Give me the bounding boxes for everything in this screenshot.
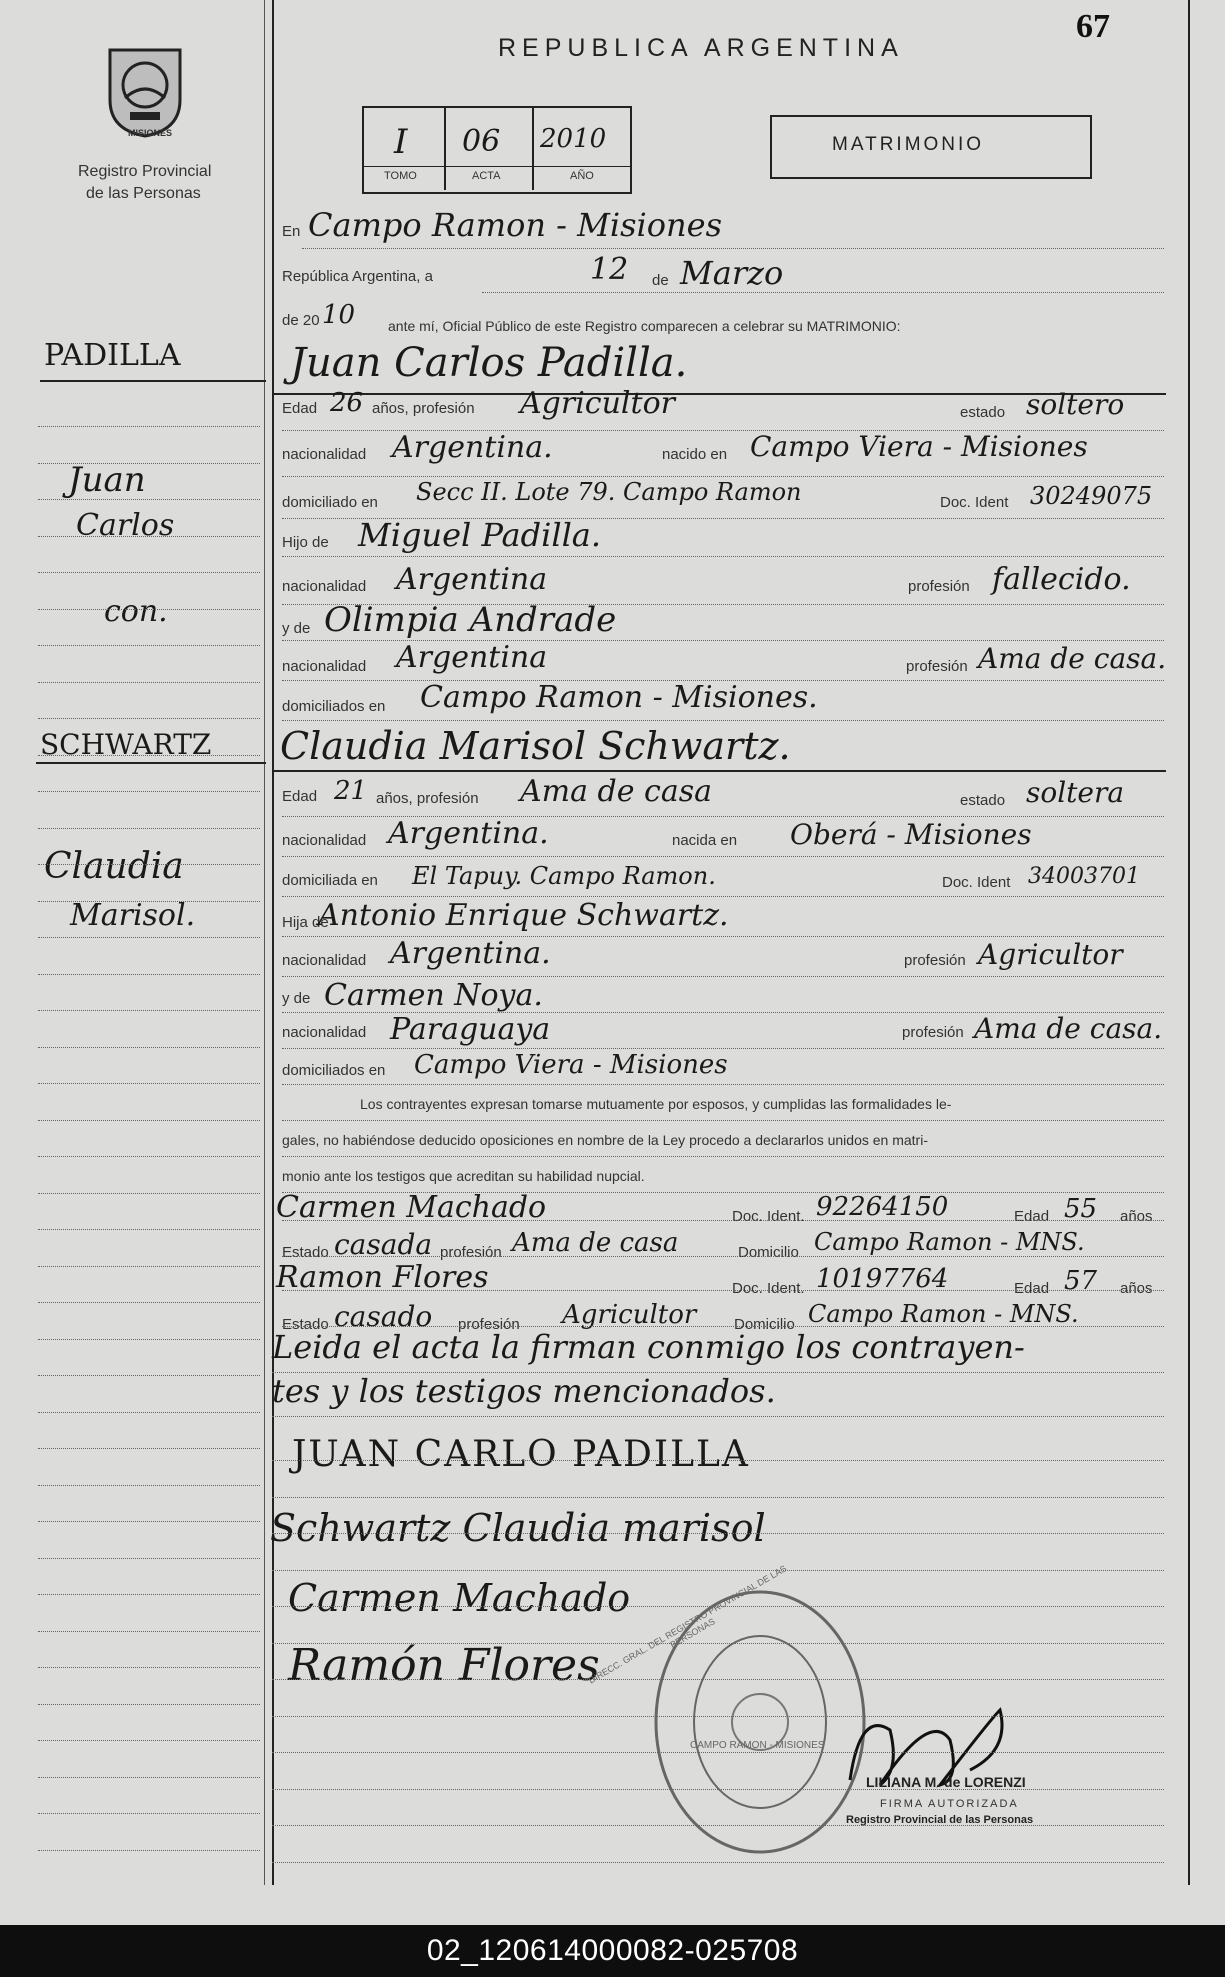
- ruled-line: [38, 1777, 260, 1778]
- ruled-line: [38, 828, 260, 829]
- ruled-line: [282, 856, 1164, 857]
- label-y-de: y de: [282, 990, 311, 1007]
- ruled-line: [38, 1156, 260, 1157]
- label-anos-w2: años: [1120, 1280, 1153, 1297]
- ruled-line: [38, 1813, 260, 1814]
- crest-label: MISIONES: [128, 128, 173, 138]
- margin-bride-surname: SCHWARTZ: [40, 728, 212, 761]
- groom-domicilio: Secc II. Lote 79. Campo Ramon: [416, 478, 802, 506]
- ruled-line: [272, 1825, 1164, 1826]
- signature-bride: Schwartz Claudia marisol: [270, 1506, 766, 1550]
- bride-padre: Antonio Enrique Schwartz.: [318, 898, 729, 933]
- groom-madre-prof: Ama de casa.: [978, 642, 1167, 675]
- margin-groom-surname: PADILLA: [44, 338, 181, 373]
- label-domicilio-w1: Domicilio: [738, 1244, 799, 1261]
- anio-value: 2010: [540, 124, 607, 154]
- ruled-line: [272, 1862, 1164, 1863]
- ruled-line: [272, 1570, 1164, 1571]
- inner-margin-rule: [264, 0, 265, 1885]
- groom-nacido-en: Campo Viera - Misiones: [750, 430, 1088, 463]
- label-estado: estado: [960, 792, 1006, 809]
- intro-sentence: ante mí, Oficial Público de este Registro comparecen a celebrar su MATRIMONIO:: [388, 318, 901, 334]
- ruled-line: [282, 1290, 1164, 1291]
- tomo-value: I: [394, 122, 408, 162]
- bride-edad: 21: [334, 776, 368, 806]
- label-domiciliado-en: domiciliado en: [282, 494, 378, 511]
- ruled-line: [282, 1084, 1164, 1085]
- label-nacionalidad: nacionalidad: [282, 578, 367, 595]
- ruled-line: [38, 1704, 260, 1705]
- label-profesion-w1: profesión: [440, 1244, 502, 1261]
- ruled-line: [38, 536, 260, 537]
- witness-2-domicilio: Campo Ramon - MNS.: [808, 1300, 1079, 1328]
- ruled-line: [38, 755, 260, 756]
- ruled-line: [38, 1631, 260, 1632]
- ruled-line: [282, 1048, 1164, 1049]
- label-domiciliada-en: domiciliada en: [282, 872, 378, 889]
- label-anos-profesion: años, profesión: [372, 400, 475, 417]
- ruled-line: [38, 1594, 260, 1595]
- ruled-line: [38, 1375, 260, 1376]
- bride-nacida-en: Oberá - Misiones: [790, 818, 1032, 851]
- label-domiciliados-en: domiciliados en: [282, 698, 386, 715]
- label-doc-ident-w1: Doc. Ident.: [732, 1208, 805, 1225]
- label-profesion: profesión: [908, 578, 970, 595]
- bride-madre-nac: Paraguaya: [390, 1012, 551, 1047]
- witness-2-name: Ramon Flores: [276, 1260, 489, 1295]
- witness-2-edad: 57: [1064, 1266, 1098, 1296]
- label-domiciliados-en: domiciliados en: [282, 1062, 386, 1079]
- ruled-line: [272, 1789, 1164, 1790]
- ruled-line: [282, 476, 1164, 477]
- margin-con: con.: [104, 594, 168, 629]
- ruled-line: [282, 1156, 1164, 1157]
- tomo-label: TOMO: [384, 170, 417, 182]
- margin-bride-given-1: Claudia: [44, 846, 184, 887]
- ruled-line: [272, 1752, 1164, 1753]
- ruled-line: [38, 718, 260, 719]
- witness-1-name: Carmen Machado: [276, 1190, 547, 1225]
- ruled-line: [38, 974, 260, 975]
- ruled-line: [282, 1120, 1164, 1121]
- bride-nacionalidad: Argentina.: [388, 816, 549, 851]
- ruled-line: [282, 1220, 1164, 1221]
- signature-witness-2: Ramón Flores: [288, 1640, 600, 1691]
- witness-1-domicilio: Campo Ramon - MNS.: [814, 1228, 1085, 1256]
- ruled-line: [272, 1497, 1164, 1498]
- bride-name: Claudia Marisol Schwartz.: [280, 724, 791, 768]
- intro-day: 12: [590, 252, 629, 287]
- groom-padres-domicilio: Campo Ramon - Misiones.: [420, 680, 818, 715]
- intro-year-suffix: 10: [322, 300, 356, 330]
- ruled-line: [38, 1521, 260, 1522]
- anio-label: AÑO: [570, 170, 594, 182]
- ruled-line: [282, 896, 1164, 897]
- label-de: de: [652, 272, 669, 289]
- ruled-line: [38, 609, 260, 610]
- groom-nacionalidad: Argentina.: [392, 430, 553, 465]
- label-nacionalidad: nacionalidad: [282, 832, 367, 849]
- label-anos-w1: años: [1120, 1208, 1153, 1225]
- label-profesion: profesión: [906, 658, 968, 675]
- ruled-line: [282, 1256, 1164, 1257]
- ruled-line: [272, 1606, 1164, 1607]
- bride-domicilio: El Tapuy. Campo Ramon.: [412, 862, 716, 890]
- ruled-line: [282, 556, 1164, 557]
- ruled-line: [38, 791, 260, 792]
- ruled-line: [38, 645, 260, 646]
- acta-label: ACTA: [472, 170, 501, 182]
- margin-bride-given-2: Marisol.: [70, 898, 196, 933]
- officer-name: LILIANA M. de LORENZI: [866, 1774, 1026, 1790]
- ruled-line: [38, 1485, 260, 1486]
- label-doc-ident: Doc. Ident: [942, 874, 1011, 891]
- officer-title: FIRMA AUTORIZADA: [880, 1798, 1019, 1810]
- label-estado: estado: [960, 404, 1006, 421]
- label-anos-profesion: años, profesión: [376, 790, 479, 807]
- label-nacionalidad: nacionalidad: [282, 952, 367, 969]
- label-profesion: profesión: [902, 1024, 964, 1041]
- ruled-line: [38, 1339, 260, 1340]
- label-edad: Edad: [282, 788, 318, 805]
- bride-madre: Carmen Noya.: [324, 978, 543, 1013]
- registry-line-2: de las Personas: [86, 185, 201, 202]
- ruled-line: [38, 1850, 260, 1851]
- groom-profesion: Agricultor: [520, 386, 675, 421]
- closing-line-2: tes y los testigos mencionados.: [272, 1372, 776, 1410]
- label-nacida-en: nacida en: [672, 832, 738, 849]
- ruled-line: [38, 1558, 260, 1559]
- label-doc-ident: Doc. Ident: [940, 494, 1009, 511]
- header-title: REPUBLICA ARGENTINA: [498, 34, 904, 62]
- groom-madre: Olimpia Andrade: [324, 600, 617, 640]
- label-edad-w1: Edad: [1014, 1208, 1050, 1225]
- ruled-line: [38, 463, 260, 464]
- footer-id: 02_120614000082-025708: [0, 1925, 1225, 1977]
- right-column-rule: [1188, 0, 1190, 1885]
- witness-1-estado: casada: [334, 1228, 433, 1261]
- legal-line-1: Los contrayentes expresan tomarse mutuamente por esposos, y cumplidas las formalidades le-: [360, 1096, 952, 1112]
- intro-month: Marzo: [680, 254, 784, 292]
- ruled-line: [272, 1679, 1164, 1680]
- label-y-de: y de: [282, 620, 311, 637]
- label-nacido-en: nacido en: [662, 446, 728, 463]
- groom-estado: soltero: [1026, 388, 1125, 421]
- signature-groom: JUAN CARLO PADILLA: [292, 1434, 750, 1475]
- ruled-line: [38, 1302, 260, 1303]
- ruled-line: [282, 976, 1164, 977]
- groom-doc: 30249075: [1030, 482, 1153, 510]
- document-type: MATRIMONIO: [832, 134, 985, 155]
- page-number: 67: [1076, 8, 1110, 45]
- ruled-line: [272, 1460, 1164, 1461]
- bride-padres-domicilio: Campo Viera - Misiones: [414, 1050, 728, 1080]
- witness-2-doc: 10197764: [816, 1264, 949, 1294]
- ruled-line: [38, 1047, 260, 1048]
- signature-witness-1: Carmen Machado: [288, 1576, 631, 1620]
- intro-place: Campo Ramon - Misiones: [308, 206, 722, 244]
- registry-line-1: Registro Provincial: [78, 163, 212, 180]
- label-en: En: [282, 223, 301, 240]
- label-nacionalidad: nacionalidad: [282, 446, 367, 463]
- witness-1-edad: 55: [1064, 1194, 1098, 1224]
- acta-value: 06: [462, 124, 501, 159]
- legal-line-2: gales, no habiéndose deducido oposiciones en nombre de la Ley procedo a declararlos unidos en matri-: [282, 1132, 928, 1148]
- witness-1-profesion: Ama de casa: [512, 1228, 679, 1258]
- label-edad-w2: Edad: [1014, 1280, 1050, 1297]
- ruled-line: [38, 572, 260, 573]
- label-republica: República Argentina, a: [282, 268, 433, 285]
- ruled-line: [282, 1326, 1164, 1327]
- closing-line-1: Leida el acta la firman conmigo los contrayen-: [272, 1328, 1025, 1366]
- ruled-line: [38, 937, 260, 938]
- ruled-line: [38, 1448, 260, 1449]
- misiones-crest-icon: [100, 40, 190, 140]
- stamp-inner-text: CAMPO RAMON - MISIONES: [690, 1740, 825, 1751]
- ruled-line: [38, 1229, 260, 1230]
- ruled-line: [38, 1740, 260, 1741]
- label-estado-w2: Estado: [282, 1316, 329, 1333]
- label-year-prefix: de 20: [282, 312, 320, 329]
- ruled-line: [38, 426, 260, 427]
- ruled-line: [38, 1266, 260, 1267]
- groom-madre-nac: Argentina: [396, 640, 548, 675]
- ruled-line: [38, 901, 260, 902]
- label-hija-de: Hija de: [282, 914, 329, 931]
- officer-org: Registro Provincial de las Personas: [846, 1814, 1034, 1826]
- bride-madre-prof: Ama de casa.: [974, 1012, 1163, 1045]
- ruled-line: [38, 499, 260, 500]
- label-hijo-de: Hijo de: [282, 534, 329, 551]
- label-nacionalidad: nacionalidad: [282, 1024, 367, 1041]
- ruled-line: [38, 864, 260, 865]
- ruled-line: [38, 1193, 260, 1194]
- ruled-line: [38, 1083, 260, 1084]
- ruled-line: [272, 1643, 1164, 1644]
- legal-line-3: monio ante los testigos que acreditan su habilidad nupcial.: [282, 1168, 645, 1184]
- witness-2-profesion: Agricultor: [562, 1300, 697, 1330]
- ruled-line: [272, 1533, 1164, 1534]
- ruled-line: [272, 1716, 1164, 1717]
- left-column-rule: [272, 0, 274, 1885]
- groom-edad: 26: [330, 388, 364, 418]
- groom-padre-nac: Argentina: [396, 562, 548, 597]
- bride-doc: 34003701: [1028, 864, 1140, 889]
- stamp-outer-text: DIRECC. GRAL. DEL REGISTRO PROVINCIAL DE LAS PERSONAS: [586, 1563, 789, 1686]
- witness-2-estado: casado: [334, 1300, 433, 1333]
- label-domicilio-w2: Domicilio: [734, 1316, 795, 1333]
- label-profesion: profesión: [904, 952, 966, 969]
- witness-1-doc: 92264150: [816, 1192, 949, 1222]
- ruled-line: [38, 1120, 260, 1121]
- label-profesion-w2: profesión: [458, 1316, 520, 1333]
- groom-padre: Miguel Padilla.: [358, 516, 602, 554]
- bride-estado: soltera: [1026, 776, 1125, 809]
- bride-padre-nac: Argentina.: [390, 936, 551, 971]
- ruled-line: [38, 682, 260, 683]
- bride-profesion: Ama de casa: [520, 774, 712, 809]
- label-doc-ident-w2: Doc. Ident.: [732, 1280, 805, 1297]
- groom-padre-prof: fallecido.: [992, 562, 1131, 597]
- ruled-line: [38, 1667, 260, 1668]
- label-nacionalidad: nacionalidad: [282, 658, 367, 675]
- ruled-line: [38, 1412, 260, 1413]
- label-estado-w1: Estado: [282, 1244, 329, 1261]
- margin-groom-given-1: Juan: [68, 460, 146, 500]
- ruled-line: [38, 1010, 260, 1011]
- label-edad: Edad: [282, 400, 318, 417]
- groom-name: Juan Carlos Padilla.: [290, 340, 688, 386]
- ruled-line: [282, 720, 1164, 721]
- bride-padre-prof: Agricultor: [978, 938, 1123, 971]
- margin-groom-given-2: Carlos: [76, 508, 175, 543]
